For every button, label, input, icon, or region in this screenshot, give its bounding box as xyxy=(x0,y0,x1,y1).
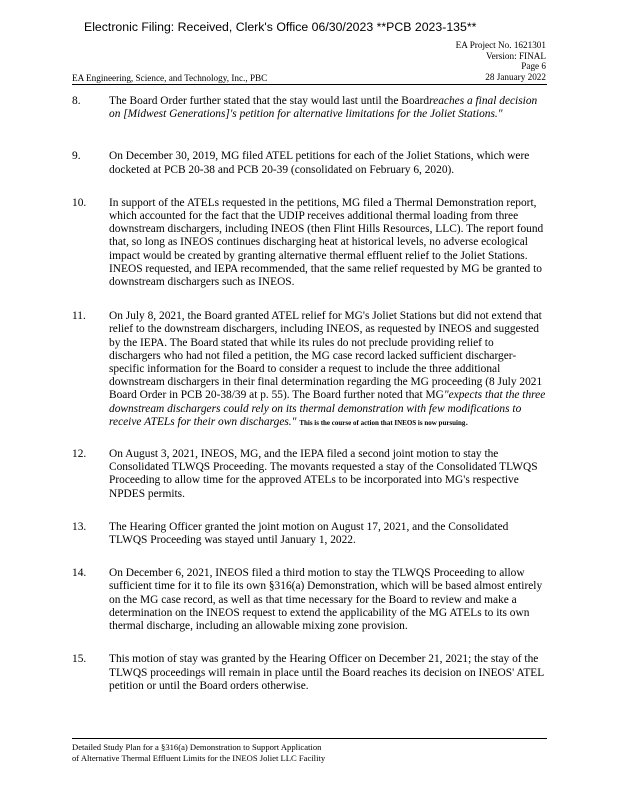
paragraph-text: The Board Order further stated that the stay would last until the Boardreaches a final decision on [Midwest Generations]'s petition for alternative limitations for the Joliet Stations." xyxy=(109,95,538,121)
paragraph-item xyxy=(72,653,548,693)
paragraph-text: This motion of stay was granted by the Hearing Officer on December 21, 2021; the stay of the TLWQS proceedings will remain in place until the Board reaches its decision on INEOS' ATEL petition or until the Board orders otherwise. xyxy=(109,653,544,692)
paragraph-text: The Hearing Officer granted the joint motion on August 17, 2021, and the Consolidated TLWQS Proceeding was stayed until January 1, 2022. xyxy=(109,520,509,547)
document-footer xyxy=(72,742,325,763)
paragraph-item xyxy=(72,521,548,547)
footer-line: Detailed Study Plan for a §316(a) Demonstration to Support Application xyxy=(72,742,322,752)
paragraph-text: On July 8, 2021, the Board granted ATEL relief for MG's Joliet Stations but did not extend that relief to the downstream dischargers, including INEOS, as requested by INEOS and suggested by the IEPA. The Board stated that while its rules do not preclude providing relief to dischargers who had not filed a petition, the MG case record lacked sufficient discharger-specific information for the Board to consider a request to include the three additional downstream dischargers in their final determination regarding the MG proceeding (8 July 2021 Board Order in PCB 20-38/39 at p. 55). The Board further noted that MG"expects that the three downstream dischargers could rely on its thermal demonstration with few modifications to receive ATELs for their own discharges." This is the course of action that INEOS is now pursuing. xyxy=(109,310,546,428)
document-date: 28 January 2022 xyxy=(485,71,546,82)
paragraph-item xyxy=(72,95,548,121)
paragraph-number: 11. xyxy=(72,310,86,323)
paragraph-item xyxy=(72,310,548,430)
version: Version: FINAL xyxy=(486,50,546,61)
paragraph-text: In support of the ATELs requested in the petitions, MG filed a Thermal Demonstration report, which accounted for the fact that the UDIP receives additional thermal loading from three downstream dischargers, including INEOS (then Flint Hills Resources, LLC). The report found that, so long as INEOS continues discharging heat at historical levels, no adverse ecological impact would be created by granting alternative thermal effluent relief to the Joliet Stations. INEOS requested, and IEPA recommended, that the same relief requested by MG be granted to downstream dischargers such as INEOS. xyxy=(109,196,544,289)
page-number: Page 6 xyxy=(521,61,546,72)
paragraph-number: 12. xyxy=(72,448,87,461)
paragraph-text: On December 30, 2019, MG filed ATEL petitions for each of the Joliet Stations, which were docketed at PCB 20-38 and PCB 20-39 (consolidated on February 6, 2020). xyxy=(109,150,530,176)
project-number: EA Project No. 1621301 xyxy=(455,40,546,50)
footer-rule xyxy=(72,738,547,739)
document-metadata xyxy=(456,40,546,82)
paragraph-number: 15. xyxy=(72,653,87,666)
paragraph-text: On December 6, 2021, INEOS filed a third motion to stay the TLWQS Proceeding to allow sufficient time for it to file its own §316(a) Demonstration, which will be based almost entirely on the MG case record, as well as that time necessary for the Board to review and make a determination on the INEOS request to extend the applicability of the MG ATELs to its own thermal discharge, including an allowable mixing zone provision. xyxy=(109,567,543,633)
paragraph-item xyxy=(72,448,548,501)
footer-line: of Alternative Thermal Effluent Limits for the INEOS Joliet LLC Facility xyxy=(72,752,326,763)
organization-name: EA Engineering, Science, and Technology, Inc., PBC xyxy=(72,73,268,83)
paragraph-item xyxy=(72,150,548,176)
paragraph-number: 10. xyxy=(72,196,87,209)
paragraph-number: 9. xyxy=(72,150,81,163)
filing-stamp: Electronic Filing: Received, Clerk's Office 06/30/2023 **PCB 2023-135** xyxy=(84,20,477,34)
paragraph-text: On August 3, 2021, INEOS, MG, and the IEPA filed a second joint motion to stay the Consolidated TLWQS Proceeding. The movants requested a stay of the Consolidated TLWQS Proceeding to allow time for the approved ATELs to be incorporated into MG's respective NPDES permits. xyxy=(109,448,538,500)
paragraph-number: 13. xyxy=(72,520,87,533)
paragraph-number: 14. xyxy=(72,567,87,580)
paragraph-number: 8. xyxy=(72,95,81,107)
paragraph-item xyxy=(72,197,548,289)
paragraph-item xyxy=(72,567,548,633)
header-rule xyxy=(72,84,547,85)
numbered-paragraphs xyxy=(72,95,548,693)
